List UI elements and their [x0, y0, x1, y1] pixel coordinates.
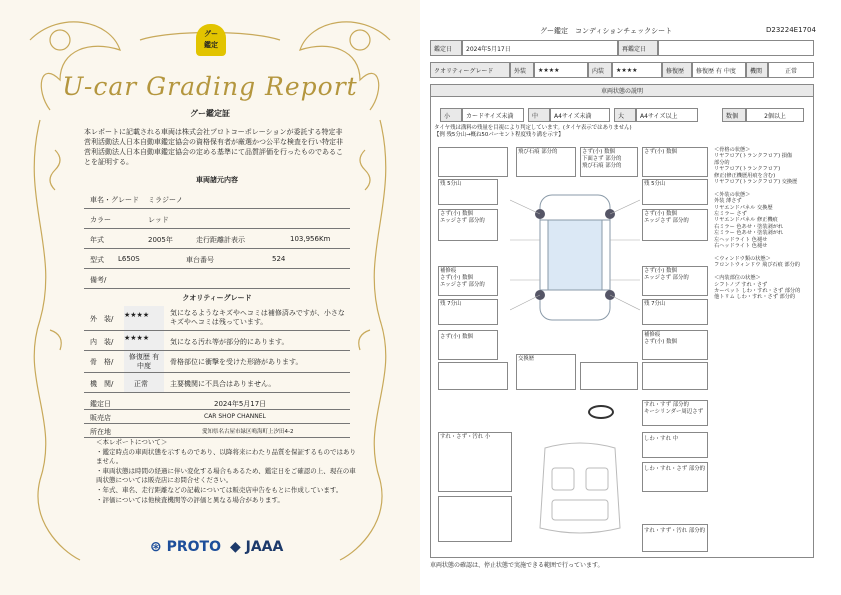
- engine-value: 正常: [124, 373, 164, 392]
- model-value: ミラジーノ: [148, 196, 183, 204]
- jaaa-logo-text: JAAA: [245, 539, 284, 555]
- explain-title: 車両状態の説明: [430, 84, 814, 97]
- tire-rear-right: 残 7分山: [644, 301, 666, 307]
- sheet-ext-stars: ★★★★: [534, 62, 588, 78]
- type-value: L650S: [118, 255, 140, 263]
- label-right-front-door: さず(小) 数個 エッジさず 部分的: [644, 211, 689, 224]
- sheet-date-value: 2024年5月17日: [462, 40, 618, 56]
- color-value: レッド: [148, 216, 169, 224]
- shop-value: CAR SHOP CHANNEL: [204, 413, 266, 420]
- size-small-desc: カードサイズ未満: [462, 108, 524, 122]
- interior-diagram: [530, 438, 630, 538]
- row-model: [84, 189, 350, 209]
- size-count-desc: 2個以上: [746, 108, 804, 122]
- model-label: 車名・グレード: [90, 196, 139, 204]
- row-remarks: [84, 269, 350, 289]
- label-left-quarter: さず(小) 数個: [440, 334, 473, 340]
- exterior-stars: ★★★★: [124, 306, 164, 330]
- quality-section-title: クオリティーグレード: [182, 294, 252, 302]
- sheet-int-stars: ★★★★: [612, 62, 662, 78]
- label-front-right: さず(小) 数個: [644, 149, 677, 155]
- mileage-label: 走行距離計表示: [196, 236, 245, 244]
- label-front: さず(小) 数個 下面さず 部分的 飛び石痕 部分的: [582, 149, 622, 169]
- label-right-quarter: 補修痕 さず(小) 数個: [644, 332, 677, 345]
- sheet-title: グー鑑定 コンディションチェックシート: [540, 27, 673, 35]
- steering-wheel-icon: [588, 405, 614, 419]
- sheet-repair-label: 修復歴: [662, 62, 692, 78]
- label-left-front-door: さず(小) 数個 エッジさず 部分的: [440, 211, 485, 224]
- shop-label: 販売店: [90, 414, 111, 422]
- date-value: 2024年5月17日: [214, 400, 267, 408]
- size-medium: 中: [528, 108, 550, 122]
- proto-logo-text: PROTO: [166, 539, 222, 555]
- row-interior: [84, 331, 350, 351]
- size-large: 大: [614, 108, 636, 122]
- label-rear: 交換歴: [518, 356, 535, 362]
- condition-notes: ＜骨格の状態＞ リヤフロア(トランクフロア) 損傷 部分的 リヤフロア(トランクフロア) 修正(修正機歴用痕を含む) リヤフロア(トランクフロア) 交換歴 ＜外装の状態＞ 外装 薄さず リヤエンドパネル 交換歴 左ミラー さず リヤエンドパネル 修正機痕 右ミラー 色あせ・塗装剥がれ 左ミラー 色あせ・塗装剥がれ 左ヘッドライト 色褪せ 右ヘッドライト 色褪せ ＜ウィンドウ類の状態＞ フロントウィンドウ 飛び石痕 部分的 ＜内装部位の状態＞ シフトノブ すれ・さず カーペット しわ・すれ・さず 部分的 他トリム しわ・すれ・さず 部分的: [714, 147, 801, 301]
- damage-box: [642, 362, 708, 390]
- grading-report-page: [0, 0, 420, 595]
- engine-text: 主要機関に不具合はありません。: [170, 380, 276, 388]
- note-item: ・評価については他検査機関等の評価と異なる場合があります。: [96, 495, 284, 504]
- row-address: [84, 424, 350, 438]
- tire-note: タイヤ残は溝料の残量を目視により判定しています。(タイヤ表示ではありません) 【例 残5分山→概ね50パーセント程度残り溝を示す】: [434, 125, 632, 138]
- proto-logo: ⊛ PROTO: [150, 539, 222, 555]
- size-large-desc: A4サイズ以上: [636, 108, 698, 122]
- condition-check-sheet: [420, 0, 841, 595]
- address-value: 愛知県名古屋市緑区鳴海町上汐田4-2: [202, 429, 294, 435]
- tire-rear-left: 残 7分山: [440, 301, 462, 307]
- size-medium-desc: A4サイズ未満: [550, 108, 610, 122]
- row-engine: [84, 373, 350, 393]
- frame-text: 骨格部位に衝撃を受けた形跡があります。: [170, 358, 303, 366]
- damage-box: [438, 362, 508, 390]
- row-year: [84, 229, 350, 249]
- date-label: 鑑定日: [90, 400, 111, 408]
- label-left-rear: 補修痕 さず(小) 数個 エッジさず 部分的: [440, 268, 485, 288]
- note-item: ・車両状態は時間の経過に伴い変化する場合もあるため、鑑定日をご確認の上、現在の車両状態については販売店にお問合せください。: [96, 466, 356, 485]
- report-subtitle: グー鑑定証: [190, 109, 230, 118]
- mileage-value: 103,956Km: [290, 235, 331, 243]
- damage-box: [438, 147, 508, 177]
- row-exterior: [84, 306, 350, 331]
- exterior-text: 気になるようなキズやヘコミは補修済みですが、小さなキズやヘコミは残っています。: [170, 309, 345, 326]
- sheet-engine-label: 機関: [746, 62, 768, 78]
- sheet-footer: 車両状態の確認は、停止状態で実施できる範囲で行っています。: [430, 562, 604, 569]
- gu-badge-logo: [196, 24, 226, 56]
- damage-box: [438, 496, 512, 542]
- vehicle-section-title: 車両諸元内容: [196, 176, 238, 184]
- sheet-date-label: 鑑定日: [430, 40, 462, 56]
- sheet-repair-value: 修復歴 有 中度: [692, 62, 746, 78]
- chassis-value: 524: [272, 255, 286, 263]
- sheet-id: D23224E1704: [766, 26, 816, 34]
- badge-line1: グー: [204, 30, 218, 38]
- chassis-label: 車台番号: [186, 256, 214, 264]
- car-top-diagram: [510, 180, 640, 335]
- intro-text: 本レポートに記載される車両は株式会社プロトコーポレーションが委託する特定非営利活動法人日本自動車鑑定協会の資格保有者が厳選かつ公平な検査を行い特定非営利活動法人日本自動車鑑定協会の定める基準にて品質評価を行ったものであることを証明する。: [84, 128, 343, 166]
- damage-box: [580, 362, 638, 390]
- label-carpet: しわ・すれ・さず 部分的: [644, 466, 706, 472]
- qg-label: クオリティーグレード: [430, 62, 510, 78]
- row-color: [84, 209, 350, 229]
- tire-front-right: 残 5分山: [644, 181, 666, 187]
- color-label: カラー: [90, 216, 111, 224]
- address-label: 所在地: [90, 428, 111, 436]
- engine-label: 機 関/: [90, 380, 114, 388]
- interior-text: 気になる汚れ等が部分的にあります。: [170, 338, 289, 346]
- row-shop: [84, 410, 350, 424]
- sheet-engine-value: 正常: [768, 62, 814, 78]
- sheet-ext-label: 外装: [510, 62, 534, 78]
- label-right-rear: さず(小) 数個 エッジさず 部分的: [644, 268, 689, 281]
- label-seat-right: しわ・すれ 中: [644, 436, 679, 442]
- note-heading: ＜本レポートについて＞: [96, 438, 168, 446]
- report-title: U-car Grading Report: [62, 72, 358, 101]
- type-label: 型式: [90, 256, 104, 264]
- year-label: 年式: [90, 236, 104, 244]
- size-small: 小: [440, 108, 462, 122]
- year-value: 2005年: [148, 236, 173, 244]
- frame-label: 骨 格/: [90, 358, 114, 366]
- interior-label: 内 装/: [90, 338, 114, 346]
- label-seat-front: すれ・さず・汚れ 小: [440, 434, 491, 440]
- remarks-label: 備考/: [90, 276, 107, 284]
- note-item: ・鑑定時点の車両状態を示すものであり、以降将来にわたり品質を保証するものではありません。: [96, 447, 356, 466]
- row-date: [84, 396, 350, 410]
- size-count: 数個: [722, 108, 746, 122]
- label-trim: すれ・すず・汚れ 部分的: [644, 528, 706, 534]
- frame-value: 修復歴 有 中度: [124, 351, 164, 372]
- label-front-left: 飛び石痕 部分的: [518, 149, 558, 155]
- label-steering: すれ・すず 部分的 キーシリンダー周辺さず: [644, 402, 703, 415]
- reinspection-label: 再鑑定日: [618, 40, 658, 56]
- exterior-label: 外 装/: [90, 315, 114, 323]
- reinspection-value: [658, 40, 814, 56]
- jaaa-logo: ◆ JAAA: [230, 539, 284, 555]
- row-frame: [84, 351, 350, 373]
- interior-stars: ★★★★: [124, 331, 164, 350]
- report-notes: [96, 438, 356, 505]
- sheet-int-label: 内装: [588, 62, 612, 78]
- damage-box: [438, 432, 512, 492]
- badge-line2: 鑑定: [204, 41, 218, 49]
- note-item: ・年式、車名、走行距離などの記載については販売店申告をもとに作成しています。: [96, 485, 343, 494]
- row-type: [84, 249, 350, 269]
- tire-front-left: 残 5分山: [440, 181, 462, 187]
